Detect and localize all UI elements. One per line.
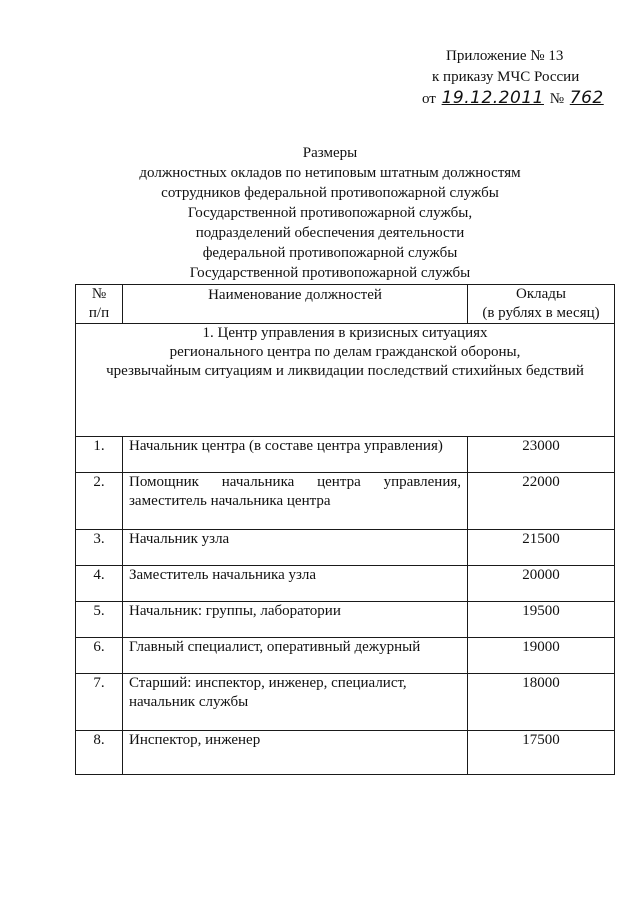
row-salary: 21500: [468, 530, 615, 566]
table-row: [76, 731, 615, 775]
row-number: 4.: [76, 566, 123, 602]
table-row: [76, 638, 615, 674]
row-position-line: Инспектор, инженер: [129, 732, 261, 748]
row-position-line: Начальник: группы, лаборатории: [129, 603, 341, 619]
row-number: 3.: [76, 530, 123, 566]
title-line: подразделений обеспечения деятельности: [195, 225, 465, 241]
row-position-line: начальник службы: [129, 694, 249, 710]
appendix-order-ref: к приказу МЧС России: [432, 69, 580, 85]
table-row: [76, 566, 615, 602]
row-salary: 17500: [468, 731, 615, 775]
appendix-date-line: [410, 88, 610, 110]
row-number: 2.: [76, 473, 123, 530]
row-number: 6.: [76, 638, 123, 674]
row-position: [123, 566, 468, 602]
row-position-line: Заместитель начальника узла: [129, 567, 317, 583]
date-prefix: от: [422, 91, 436, 107]
row-position: [123, 638, 468, 674]
row-position: [123, 602, 468, 638]
row-position-line: Начальник узла: [129, 531, 230, 547]
row-salary: 22000: [468, 473, 615, 530]
section-title-line: чрезвычайным ситуациям и ликвидации последствий стихийных бедствий: [106, 363, 584, 379]
row-position-line: Старший: инспектор, инженер, специалист,: [129, 675, 407, 691]
title-line: федеральной противопожарной службы: [202, 245, 458, 261]
header-salary-line1: Оклады: [516, 286, 566, 302]
section-title-line: 1. Центр управления в кризисных ситуациях: [202, 325, 488, 341]
section-row: [76, 324, 615, 437]
row-salary: 23000: [468, 437, 615, 473]
row-position-line: заместитель начальника центра: [129, 493, 331, 509]
row-salary: 19000: [468, 638, 615, 674]
appendix-block: [410, 46, 610, 110]
table-row: [76, 674, 615, 731]
title-line: Государственной противопожарной службы: [189, 265, 471, 281]
row-number: 7.: [76, 674, 123, 731]
title-line: должностных окладов по нетиповым штатным должностям: [139, 165, 521, 181]
title-line: Размеры: [302, 145, 358, 161]
row-number: 1.: [76, 437, 123, 473]
row-salary: 20000: [468, 566, 615, 602]
row-position: [123, 437, 468, 473]
handwritten-date: 19.12.2011: [441, 88, 544, 108]
row-position-line: Начальник центра (в составе центра управления): [129, 438, 443, 454]
table-row: [76, 473, 615, 530]
header-salary: [468, 285, 615, 324]
table-header-row: [76, 285, 615, 324]
appendix-number: Приложение № 13: [446, 48, 564, 64]
header-number-line1: №: [91, 286, 107, 302]
header-number: [76, 285, 123, 324]
table-row: [76, 530, 615, 566]
row-position: [123, 530, 468, 566]
row-position: [123, 473, 468, 530]
header-salary-line2: (в рублях в месяц): [482, 305, 600, 321]
salary-table: [75, 284, 615, 775]
row-number: 5.: [76, 602, 123, 638]
handwritten-number: 762: [569, 88, 604, 108]
row-position: [123, 674, 468, 731]
row-salary: 19500: [468, 602, 615, 638]
document-title: [120, 143, 540, 283]
table-row: [76, 602, 615, 638]
table-row: [76, 437, 615, 473]
row-salary: 18000: [468, 674, 615, 731]
row-position: [123, 731, 468, 775]
header-number-line2: п/п: [88, 305, 110, 321]
number-sign: №: [549, 91, 565, 107]
section-title-line: регионального центра по делам гражданской обороны,: [169, 344, 521, 360]
title-line: сотрудников федеральной противопожарной службы: [161, 185, 499, 201]
row-position-line: Главный специалист, оперативный дежурный: [129, 639, 421, 655]
title-line: Государственной противопожарной службы,: [187, 205, 473, 221]
row-position-line: Помощник начальника центра управления,: [129, 474, 461, 490]
row-number: 8.: [76, 731, 123, 775]
header-position-name: Наименование должностей: [123, 285, 468, 324]
section-title: [76, 324, 615, 437]
